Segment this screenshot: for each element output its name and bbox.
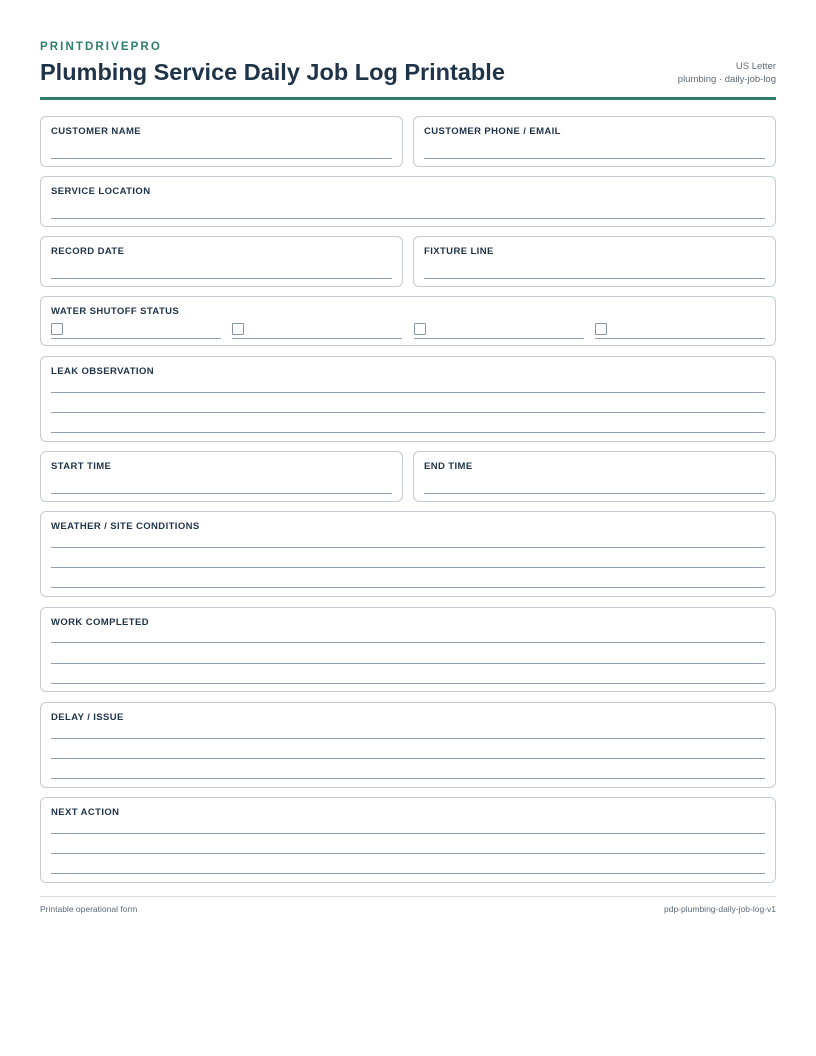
form-tags: plumbing · daily-job-log — [677, 74, 776, 85]
field-label: SERVICE LOCATION — [51, 186, 151, 197]
shutoff-option-4[interactable] — [595, 323, 765, 339]
customer-name-field[interactable] — [40, 116, 403, 167]
footer-divider — [40, 896, 776, 897]
paper-size-label: US Letter — [735, 61, 776, 72]
water-shutoff-status-field — [40, 296, 776, 346]
shutoff-option-1[interactable] — [51, 323, 221, 339]
checkbox[interactable] — [414, 323, 426, 335]
write-line[interactable] — [51, 873, 765, 874]
field-label: DELAY / ISSUE — [51, 712, 124, 723]
leak-observation-field[interactable] — [40, 356, 776, 442]
shutoff-option-3[interactable] — [414, 323, 584, 339]
write-line[interactable] — [595, 338, 765, 339]
write-line[interactable] — [51, 278, 392, 279]
form-header — [40, 40, 776, 100]
write-line[interactable] — [51, 493, 392, 494]
write-line[interactable] — [51, 567, 765, 568]
end-time-field[interactable] — [413, 451, 776, 502]
field-label: FIXTURE LINE — [424, 246, 494, 257]
field-label: RECORD DATE — [51, 246, 125, 257]
write-line[interactable] — [51, 778, 765, 779]
next-action-field[interactable] — [40, 797, 776, 883]
field-label: CUSTOMER NAME — [51, 126, 141, 137]
write-line[interactable] — [51, 683, 765, 684]
fixture-line-field[interactable] — [413, 236, 776, 287]
field-label: NEXT ACTION — [51, 807, 120, 818]
write-line[interactable] — [51, 338, 221, 339]
form-meta — [678, 60, 776, 86]
write-line[interactable] — [51, 663, 765, 664]
write-line[interactable] — [51, 758, 765, 759]
write-line[interactable] — [51, 587, 765, 588]
field-label: WATER SHUTOFF STATUS — [51, 306, 180, 317]
footer-form-id: pdp-plumbing-daily-job-log-v1 — [664, 904, 776, 914]
shutoff-option-2[interactable] — [232, 323, 402, 339]
checkbox[interactable] — [595, 323, 607, 335]
write-line[interactable] — [414, 338, 584, 339]
write-line[interactable] — [51, 738, 765, 739]
field-label: END TIME — [424, 461, 473, 472]
write-line[interactable] — [51, 392, 765, 393]
checkbox[interactable] — [232, 323, 244, 335]
write-line[interactable] — [51, 547, 765, 548]
field-label: WEATHER / SITE CONDITIONS — [51, 521, 200, 532]
field-label: CUSTOMER PHONE / EMAIL — [424, 126, 561, 137]
write-line[interactable] — [424, 493, 765, 494]
write-line[interactable] — [424, 158, 765, 159]
write-line[interactable] — [51, 158, 392, 159]
weather-site-conditions-field[interactable] — [40, 511, 776, 597]
write-line[interactable] — [51, 833, 765, 834]
checkbox[interactable] — [51, 323, 63, 335]
field-label: WORK COMPLETED — [51, 617, 149, 628]
footer-form-type: Printable operational form — [40, 904, 138, 914]
write-line[interactable] — [51, 853, 765, 854]
work-completed-field[interactable] — [40, 607, 776, 692]
brand-name: PRINTDRIVEPRO — [40, 41, 162, 53]
start-time-field[interactable] — [40, 451, 403, 502]
write-line[interactable] — [51, 412, 765, 413]
write-line[interactable] — [232, 338, 402, 339]
delay-issue-field[interactable] — [40, 702, 776, 788]
write-line[interactable] — [51, 642, 765, 643]
field-label: START TIME — [51, 461, 112, 472]
field-label: LEAK OBSERVATION — [51, 366, 154, 377]
record-date-field[interactable] — [40, 236, 403, 287]
page-title: Plumbing Service Daily Job Log Printable — [40, 59, 505, 85]
service-location-field[interactable] — [40, 176, 776, 227]
write-line[interactable] — [424, 278, 765, 279]
customer-contact-field[interactable] — [413, 116, 776, 167]
write-line[interactable] — [51, 218, 765, 219]
write-line[interactable] — [51, 432, 765, 433]
